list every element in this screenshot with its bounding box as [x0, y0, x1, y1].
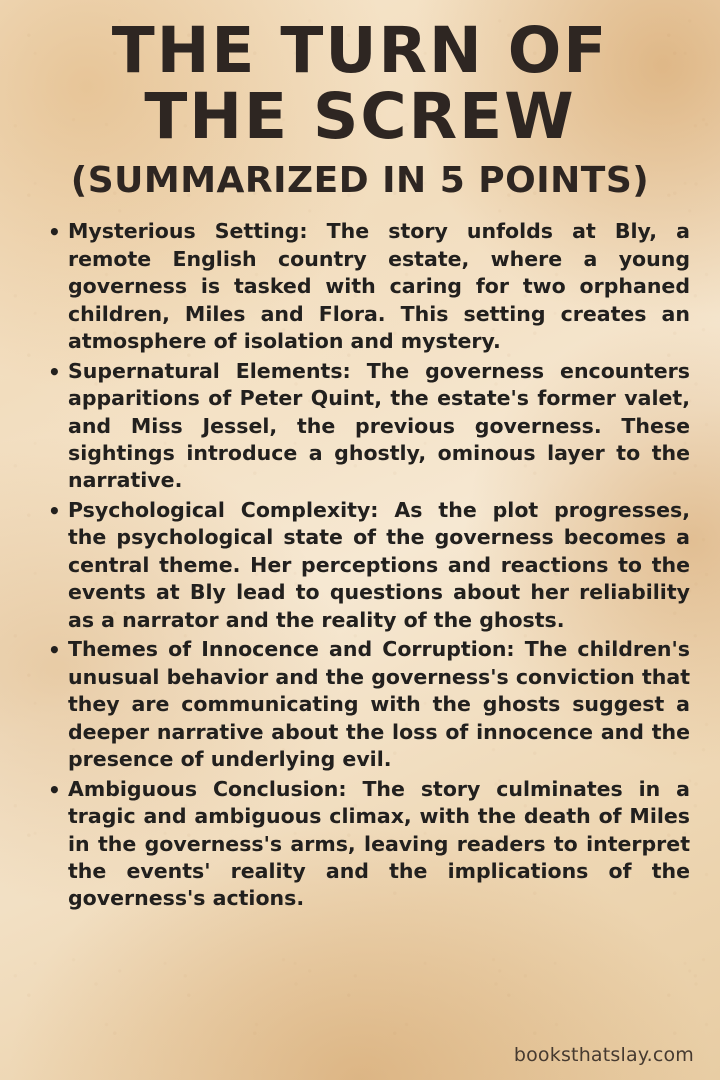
- point-lead: Psychological Complexity:: [68, 497, 379, 522]
- bullet-icon: •: [48, 359, 61, 384]
- page-subtitle: (SUMMARIZED IN 5 POINTS): [70, 160, 650, 202]
- point-lead: Mysterious Setting:: [68, 219, 308, 244]
- point-lead: Ambiguous Conclusion:: [68, 776, 347, 801]
- point-lead: Themes of Innocence and Corruption:: [68, 637, 515, 662]
- bullet-icon: •: [48, 777, 61, 802]
- list-item: [48, 218, 690, 355]
- point-text: As the plot progresses, the psychological state of the governess becomes a central theme. Her perceptions and reactions to the events at Bly lead to questions about her reliability as a narrator and the reality of the ghosts.: [68, 497, 690, 632]
- bullet-icon: •: [48, 638, 61, 663]
- page-title: [26, 14, 694, 202]
- point-lead: Supernatural Elements:: [68, 358, 351, 383]
- list-item: [48, 358, 690, 495]
- list-item: [48, 636, 690, 773]
- point-text: The children's unusual behavior and the governess's conviction that they are communicating with the ghosts suggest a deeper narrative about the loss of innocence and the presence of underlying evil.: [68, 637, 690, 772]
- list-item: [48, 497, 690, 634]
- bullet-icon: •: [48, 498, 61, 523]
- point-text: The story culminates in a tragic and ambiguous climax, with the death of Miles in the governess's arms, leaving readers to interpret the events' reality and the implications of the governess's actions.: [68, 776, 690, 911]
- bullet-icon: •: [48, 220, 61, 245]
- list-item: [48, 776, 690, 913]
- summary-points-list: [26, 218, 694, 913]
- title-line-1: THE TURN OF: [111, 14, 609, 87]
- site-credit: booksthatslay.com: [513, 1044, 694, 1066]
- point-text: The story unfolds at Bly, a remote English country estate, where a young governess is tasked with caring for two orphaned children, Miles and Flora. This setting creates an atmosphere of isolation and mystery.: [68, 219, 690, 354]
- title-line-2: THE SCREW: [144, 79, 576, 153]
- point-text: The governess encounters apparitions of Peter Quint, the estate's former valet, and Miss Jessel, the previous governess. These sightings introduce a ghostly, ominous layer to the narrative.: [68, 358, 690, 493]
